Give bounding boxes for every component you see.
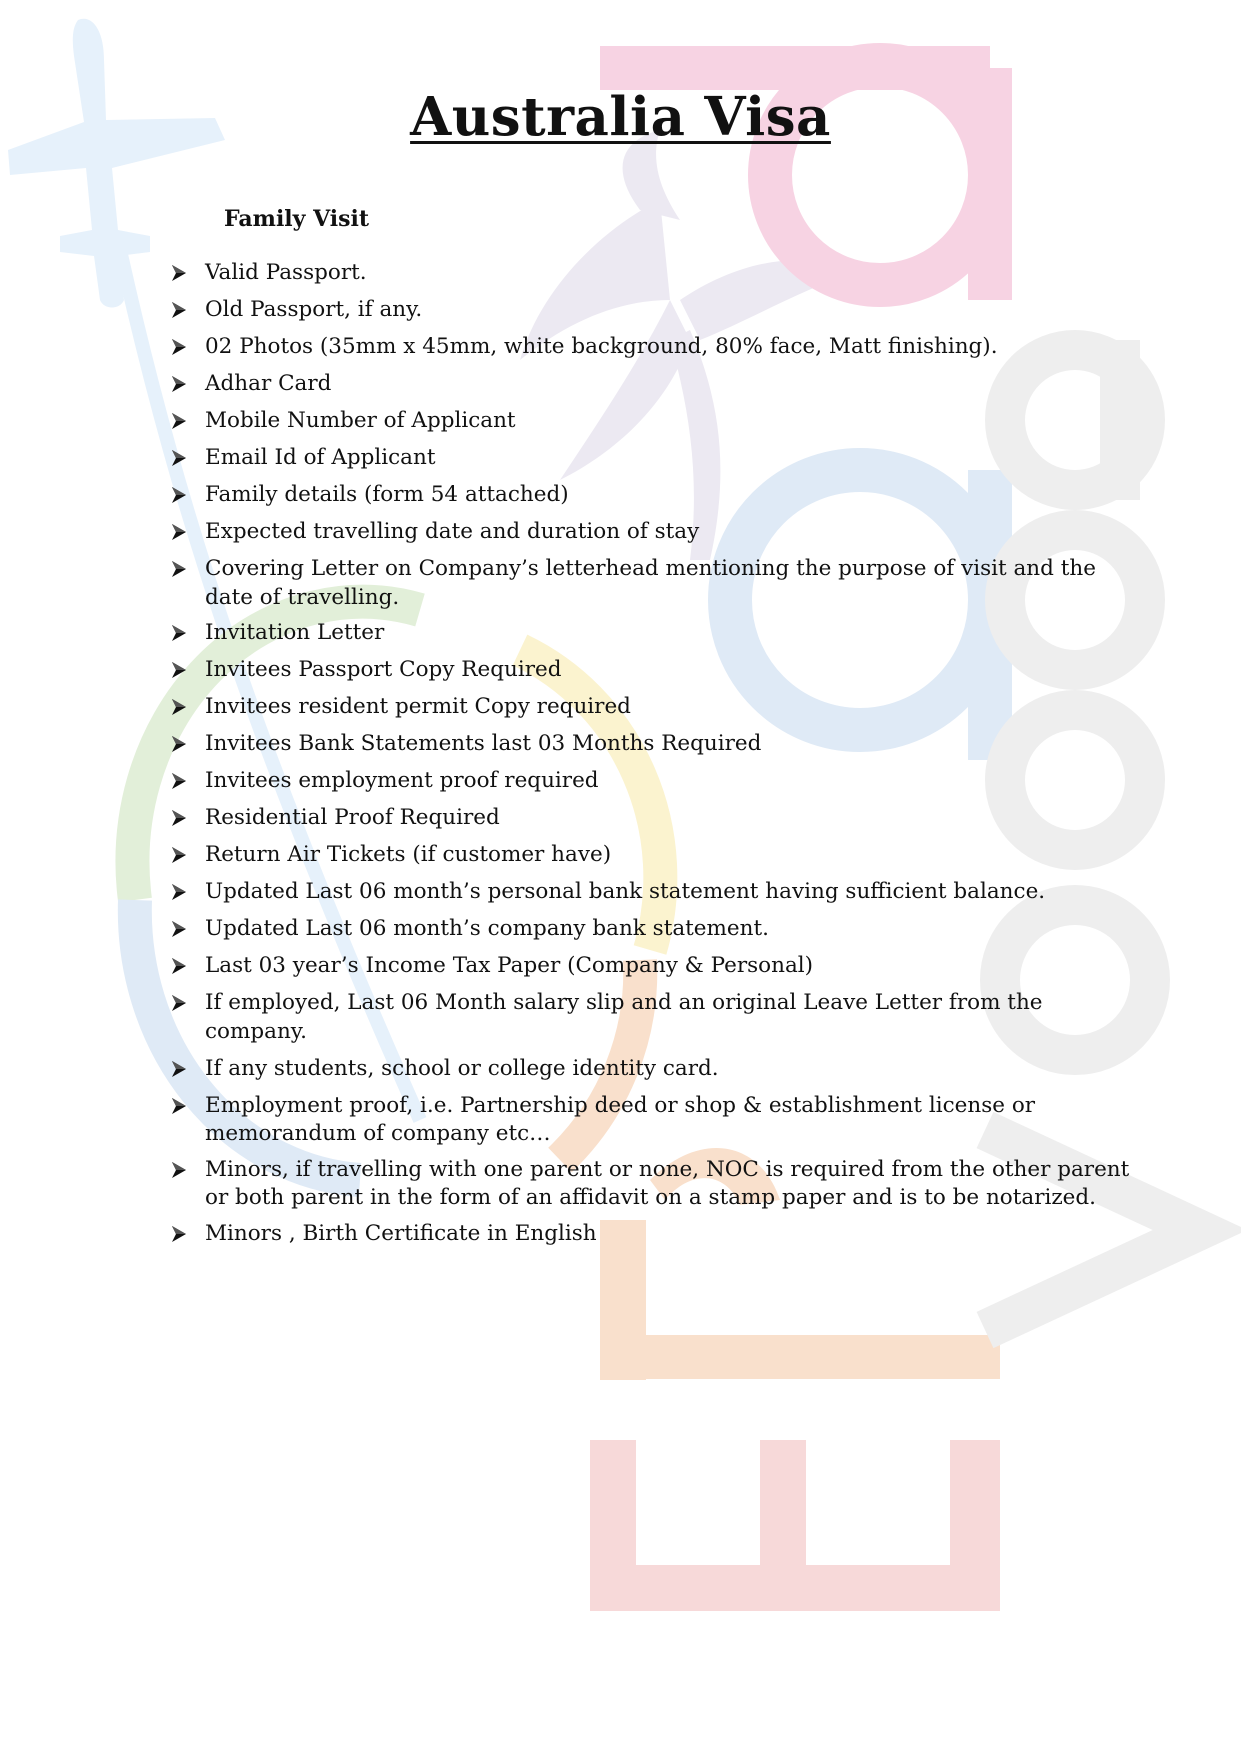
list-item bbox=[0, 804, 1135, 833]
arrowhead-bullet-icon bbox=[171, 1225, 187, 1243]
list-item bbox=[0, 1055, 1135, 1084]
list-item-text: Employment proof, i.e. Partnership deed or shop & establishment license or memorandum of company etc… bbox=[205, 1092, 1036, 1146]
list-item-text: Residential Proof Required bbox=[205, 805, 500, 830]
arrowhead-bullet-icon bbox=[171, 661, 187, 679]
arrowhead-bullet-icon bbox=[171, 735, 187, 753]
arrowhead-bullet-icon bbox=[171, 264, 187, 282]
list-item-text: If any students, school or college identity card. bbox=[205, 1055, 719, 1081]
arrowhead-bullet-icon bbox=[171, 523, 187, 541]
arrowhead-bullet-icon bbox=[171, 375, 187, 393]
list-item bbox=[0, 1220, 1135, 1249]
list-item bbox=[0, 370, 1135, 399]
list-item bbox=[0, 481, 1135, 510]
page-title-text: Australia Visa bbox=[410, 86, 831, 148]
list-item bbox=[0, 518, 1135, 547]
list-item bbox=[0, 296, 1135, 325]
list-item-text: Minors , Birth Certificate in English bbox=[205, 1220, 597, 1246]
list-item-text: Invitees resident permit Copy required bbox=[205, 694, 631, 719]
list-item bbox=[0, 444, 1135, 473]
list-item-text: Expected travelling date and duration of stay bbox=[205, 519, 700, 544]
arrowhead-bullet-icon bbox=[171, 809, 187, 827]
list-item bbox=[0, 989, 1135, 1046]
arrowhead-bullet-icon bbox=[171, 957, 187, 975]
list-item-text: Invitees employment proof required bbox=[205, 768, 599, 793]
list-item-text: Invitation Letter bbox=[205, 620, 385, 645]
list-item bbox=[0, 952, 1135, 981]
arrowhead-bullet-icon bbox=[171, 1060, 187, 1078]
list-item-text: Return Air Tickets (if customer have) bbox=[205, 842, 612, 867]
list-item bbox=[0, 333, 1135, 362]
arrowhead-bullet-icon bbox=[171, 412, 187, 430]
list-item-text: Valid Passport. bbox=[205, 260, 367, 285]
arrowhead-bullet-icon bbox=[171, 846, 187, 864]
arrowhead-bullet-icon bbox=[171, 560, 187, 578]
list-item bbox=[0, 1156, 1135, 1213]
list-item-text: Updated Last 06 month’s personal bank statement having sufficient balance. bbox=[205, 879, 1046, 904]
list-item-text: Minors, if travelling with one parent or none, NOC is required from the other parent or both parent in the form of an affidavit on a stamp paper and is to be notarized. bbox=[205, 1156, 1130, 1210]
requirements-list bbox=[0, 259, 1241, 1257]
arrowhead-bullet-icon bbox=[171, 486, 187, 504]
list-item-text: Last 03 year’s Income Tax Paper (Company & Personal) bbox=[205, 953, 814, 978]
arrowhead-bullet-icon bbox=[171, 449, 187, 467]
arrowhead-bullet-icon bbox=[171, 698, 187, 716]
list-item-text: Updated Last 06 month’s company bank statement. bbox=[205, 916, 769, 941]
list-item-text: 02 Photos (35mm x 45mm, white background, 80% face, Matt finishing). bbox=[205, 334, 998, 359]
arrowhead-bullet-icon bbox=[171, 301, 187, 319]
arrowhead-bullet-icon bbox=[171, 1161, 187, 1179]
list-item bbox=[0, 656, 1135, 685]
list-item bbox=[0, 407, 1135, 436]
list-item-text: If employed, Last 06 Month salary slip and an original Leave Letter from the company. bbox=[205, 990, 1043, 1044]
arrowhead-bullet-icon bbox=[171, 1097, 187, 1115]
list-item-text: Family details (form 54 attached) bbox=[205, 482, 569, 507]
list-item bbox=[0, 259, 1135, 288]
list-item bbox=[0, 730, 1135, 759]
list-item bbox=[0, 915, 1135, 944]
list-item bbox=[0, 767, 1135, 796]
list-item-text: Old Passport, if any. bbox=[205, 297, 423, 322]
list-item-text: Email Id of Applicant bbox=[205, 445, 436, 470]
list-item bbox=[0, 693, 1135, 722]
arrowhead-bullet-icon bbox=[171, 920, 187, 938]
arrowhead-bullet-icon bbox=[171, 883, 187, 901]
arrowhead-bullet-icon bbox=[171, 338, 187, 356]
page-title bbox=[0, 82, 1241, 152]
list-item-text: Mobile Number of Applicant bbox=[205, 408, 516, 433]
section-heading: Family Visit bbox=[224, 206, 370, 232]
list-item-text: Invitees Bank Statements last 03 Months Required bbox=[205, 731, 762, 756]
list-item bbox=[0, 619, 1135, 648]
list-item bbox=[0, 1092, 1135, 1149]
list-item-text: Invitees Passport Copy Required bbox=[205, 657, 562, 682]
arrowhead-bullet-icon bbox=[171, 994, 187, 1012]
list-item-text: Adhar Card bbox=[205, 371, 332, 396]
list-item bbox=[0, 841, 1135, 870]
arrowhead-bullet-icon bbox=[171, 624, 187, 642]
list-item-text: Covering Letter on Company’s letterhead mentioning the purpose of visit and the date of travelling. bbox=[205, 556, 1096, 610]
arrowhead-bullet-icon bbox=[171, 772, 187, 790]
list-item bbox=[0, 878, 1135, 907]
list-item bbox=[0, 555, 1135, 612]
